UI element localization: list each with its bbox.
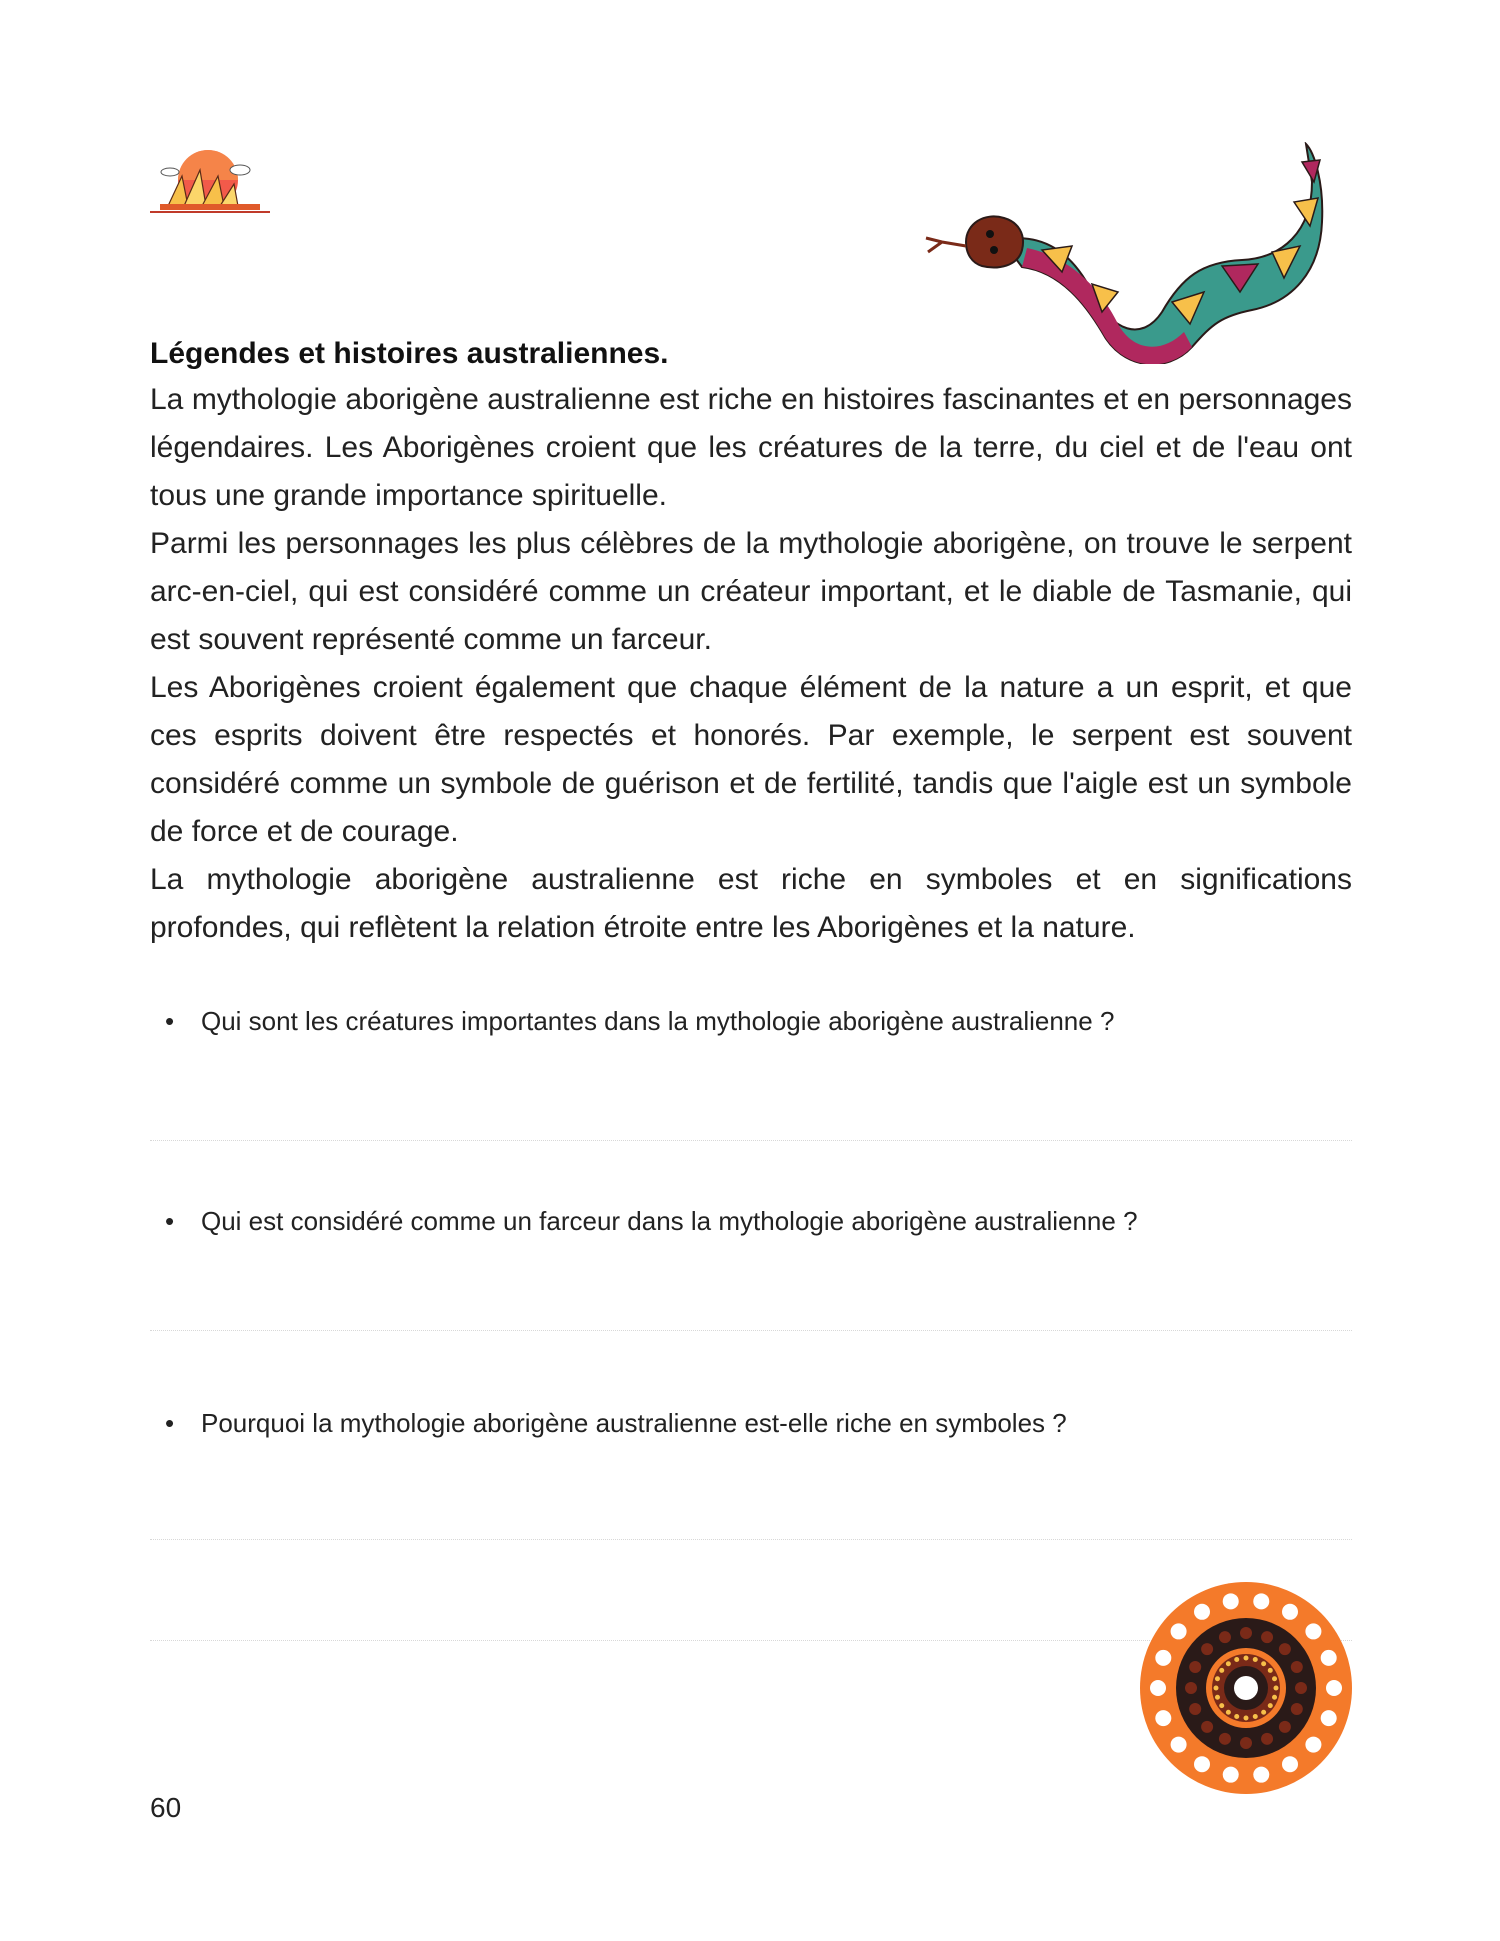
dot — [1194, 1604, 1210, 1620]
main-content — [150, 334, 1352, 952]
dot — [1185, 1682, 1197, 1694]
bullet: • — [165, 1408, 175, 1438]
bullet: • — [165, 1006, 175, 1036]
page-number: 60 — [150, 1792, 182, 1823]
dot — [1305, 1737, 1321, 1753]
question-3 — [165, 1405, 1067, 1441]
dot — [1305, 1623, 1321, 1639]
answer-line[interactable] — [150, 1140, 1352, 1141]
dot — [1155, 1710, 1171, 1726]
answer-line[interactable] — [150, 1330, 1352, 1331]
dot — [1234, 1714, 1239, 1719]
dot — [1244, 1716, 1249, 1721]
dot — [1253, 1714, 1258, 1719]
dot — [1326, 1680, 1342, 1696]
dot — [1274, 1686, 1279, 1691]
dot — [1189, 1703, 1201, 1715]
dot — [1321, 1710, 1337, 1726]
dot — [1226, 1710, 1231, 1715]
question-text: Qui est considéré comme un farceur dans la mythologie aborigène australienne ? — [201, 1206, 1138, 1236]
dot — [1201, 1643, 1213, 1655]
dot — [1219, 1668, 1224, 1673]
dot — [1282, 1756, 1298, 1772]
dot — [1219, 1703, 1224, 1708]
dot — [1194, 1756, 1210, 1772]
dot — [1219, 1631, 1231, 1643]
dot — [1219, 1733, 1231, 1745]
paragraph-4: La mythologie aborigène australienne est riche en symboles et en significations profondes, qui reflètent la relation étroite entre les Aborigènes et la nature. — [150, 863, 1352, 944]
dot — [1279, 1721, 1291, 1733]
dot — [1189, 1661, 1201, 1673]
section-title: Légendes et histoires australiennes. — [150, 337, 669, 370]
dot — [1223, 1767, 1239, 1783]
question-2 — [165, 1203, 1138, 1239]
dot — [1272, 1676, 1277, 1681]
dot — [1214, 1686, 1219, 1691]
dot — [1282, 1604, 1298, 1620]
paragraph-2: Parmi les personnages les plus célèbres de la mythologie aborigène, on trouve le serpent arc-en-ciel, qui est considéré comme un créateur important, et le diable de Tasmanie, qui est souvent représenté comme un farceur. — [150, 527, 1352, 656]
dot — [1215, 1695, 1220, 1700]
dot — [1253, 1767, 1269, 1783]
question-text: Pourquoi la mythologie aborigène australienne est-elle riche en symboles ? — [201, 1408, 1067, 1438]
dot — [1171, 1623, 1187, 1639]
dot — [1253, 1593, 1269, 1609]
dot — [1244, 1656, 1249, 1661]
dot — [1155, 1650, 1171, 1666]
dot — [1268, 1668, 1273, 1673]
answer-line[interactable] — [150, 1539, 1352, 1540]
dot — [1261, 1631, 1273, 1643]
dot — [1201, 1721, 1213, 1733]
dot — [1272, 1695, 1277, 1700]
dot — [1261, 1661, 1266, 1666]
sydney-opera-house-icon — [148, 146, 272, 218]
dot — [1226, 1661, 1231, 1666]
dot — [1291, 1661, 1303, 1673]
dot — [1261, 1733, 1273, 1745]
aboriginal-snake-illustration — [922, 142, 1352, 364]
dot — [1321, 1650, 1337, 1666]
dot — [1279, 1643, 1291, 1655]
question-text: Qui sont les créatures importantes dans la mythologie aborigène australienne ? — [201, 1006, 1115, 1036]
dot — [1150, 1680, 1166, 1696]
dot — [1253, 1657, 1258, 1662]
dot — [1295, 1682, 1307, 1694]
dot — [1215, 1676, 1220, 1681]
dot — [1223, 1593, 1239, 1609]
dot — [1240, 1627, 1252, 1639]
dot — [1234, 1657, 1239, 1662]
aboriginal-dot-circle — [1138, 1580, 1354, 1796]
bullet: • — [165, 1206, 175, 1236]
dot — [1291, 1703, 1303, 1715]
dot — [1240, 1737, 1252, 1749]
dot — [1268, 1703, 1273, 1708]
paragraph-1: La mythologie aborigène australienne est riche en histoires fascinantes et en personnages légendaires. Les Aborigènes croient que les créatures de la terre, du ciel et de l'eau ont tous une grande importance spirituelle. — [150, 383, 1352, 512]
dot — [1171, 1737, 1187, 1753]
dot — [1261, 1710, 1266, 1715]
paragraph-3: Les Aborigènes croient également que chaque élément de la nature a un esprit, et que ces esprits doivent être respectés et honorés. Par exemple, le serpent est souvent considéré comme un symbole de guérison et de fertilité, tandis que l'aigle est un symbole de force et de courage. — [150, 671, 1352, 848]
question-1 — [165, 1003, 1114, 1039]
